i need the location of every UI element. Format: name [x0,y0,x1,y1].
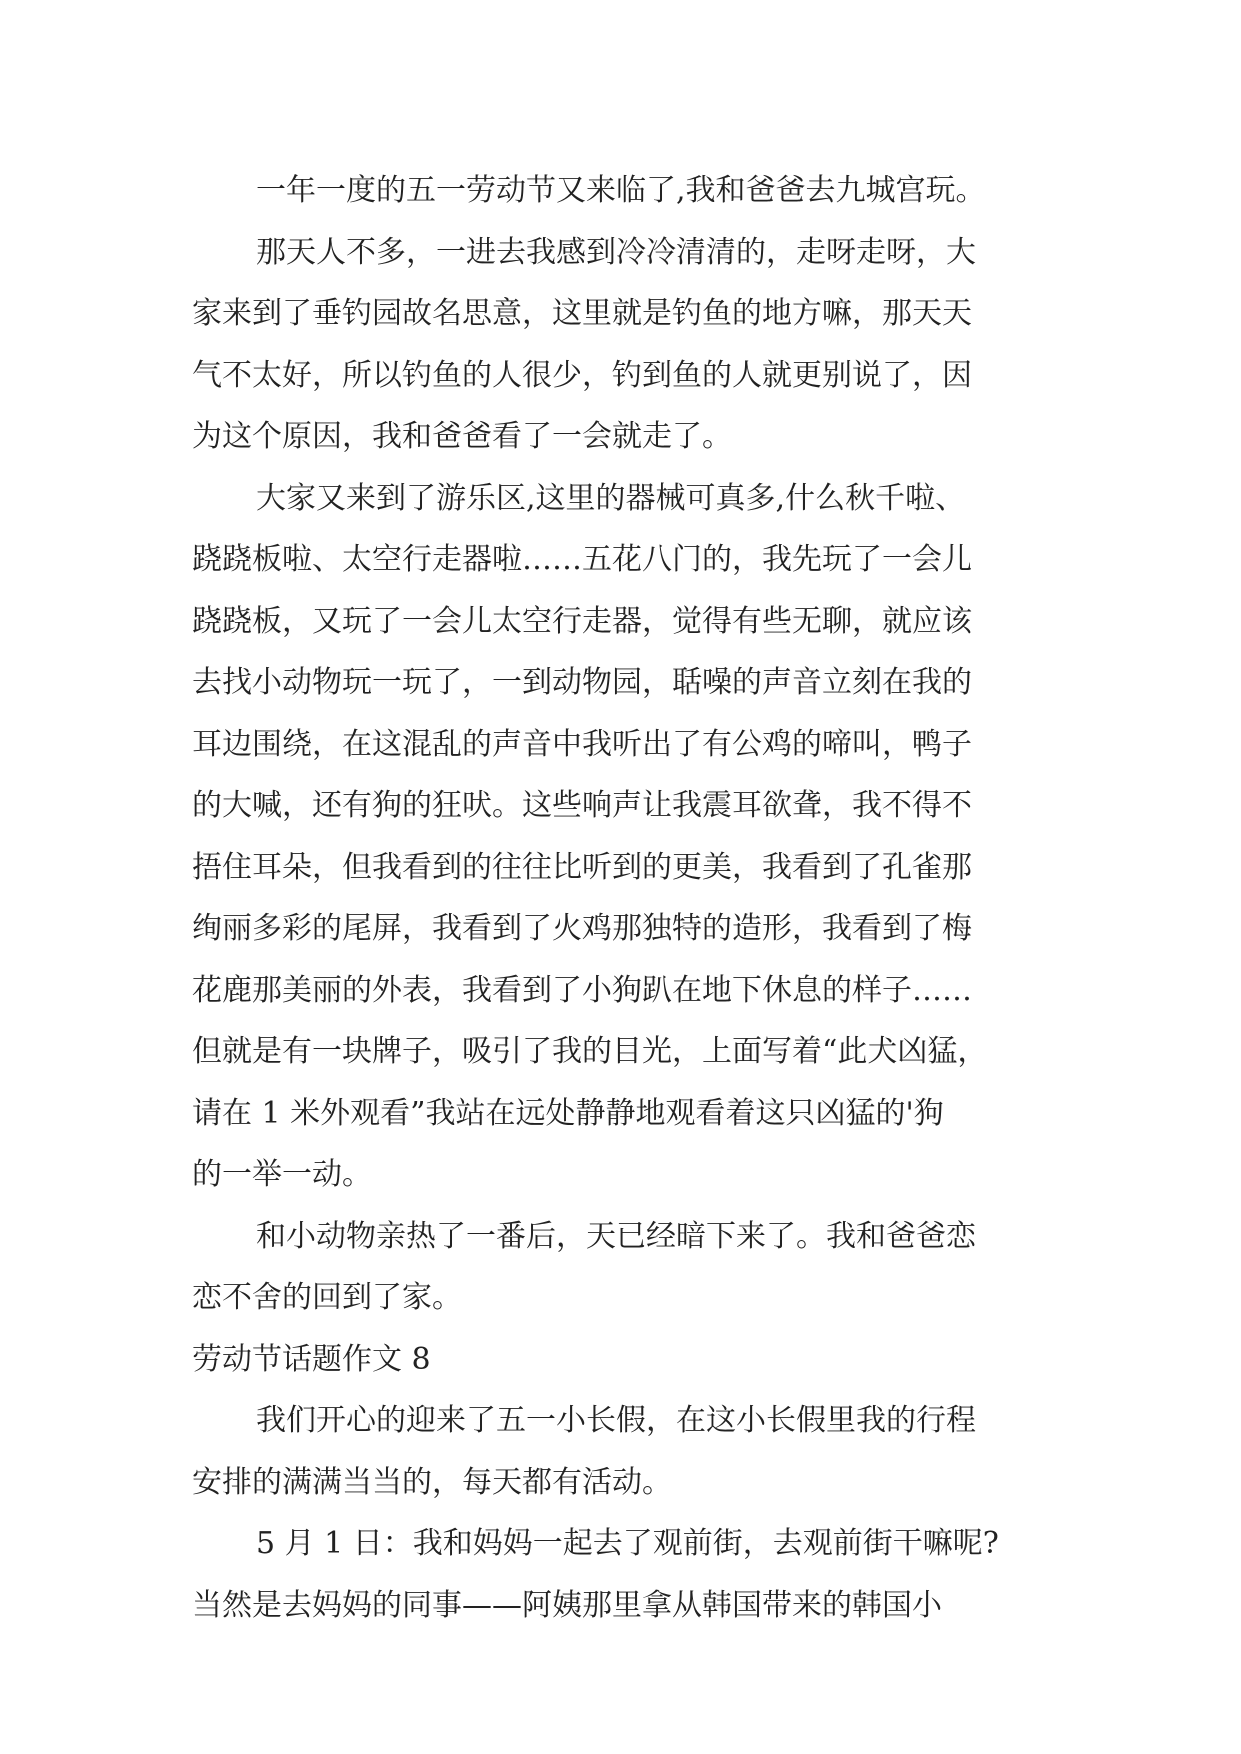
text-line: 但就是有一块牌子，吸引了我的目光，上面写着“此犬凶猛， [192,1034,988,1069]
section-heading: 劳动节话题作文 8 [192,1341,431,1377]
text-line: 跷跷板，又玩了一会儿太空行走器，觉得有些无聊，就应该 [192,603,972,639]
text-line: 安排的满满当当的，每天都有活动。 [192,1464,672,1500]
text-line: 跷跷板啦、太空行走器啦……五花八门的，我先玩了一会儿 [192,542,972,577]
text-line: 的一举一动。 [192,1157,372,1192]
text-line: 5 月 1 日：我和妈妈一起去了观前街，去观前街干嘛呢? [256,1526,999,1561]
document-body [192,160,1082,1636]
text-line: 花鹿那美丽的外表，我看到了小狗趴在地下休息的样子…… [192,972,972,1008]
text-line: 家来到了垂钓园故名思意，这里就是钓鱼的地方嘛，那天天 [192,296,972,331]
text-line: 那天人不多，一进去我感到冷冷清清的，走呀走呀，大 [256,234,976,270]
text-line: 气不太好，所以钓鱼的人很少，钓到鱼的人就更别说了，因 [192,357,972,393]
text-line: 当然是去妈妈的同事——阿姨那里拿从韩国带来的韩国小 [192,1587,942,1623]
text-line: 和小动物亲热了一番后，天已经暗下来了。我和爸爸恋 [256,1218,976,1254]
text-line: 为这个原因，我和爸爸看了一会就走了。 [192,419,732,454]
text-line: 去找小动物玩一玩了，一到动物园，聒噪的声音立刻在我的 [192,665,972,700]
text-line: 我们开心的迎来了五一小长假，在这小长假里我的行程 [256,1403,976,1438]
text-line: 请在 1 米外观看”我站在远处静静地观看着这只凶猛的'狗 [192,1095,944,1131]
text-line: 捂住耳朵，但我看到的往往比听到的更美，我看到了孔雀那 [192,849,972,885]
text-line: 耳边围绕，在这混乱的声音中我听出了有公鸡的啼叫，鸭子 [192,726,972,762]
text-line: 恋不舍的回到了家。 [192,1280,462,1315]
text-line: 大家又来到了游乐区,这里的器械可真多,什么秋千啦、 [256,480,966,516]
text-line: 绚丽多彩的尾屏，我看到了火鸡那独特的造形，我看到了梅 [192,911,972,946]
text-line: 的大喊，还有狗的狂吠。这些响声让我震耳欲聋，我不得不 [192,788,972,823]
text-line: 一年一度的五一劳动节又来临了,我和爸爸去九城宫玩。 [256,173,986,208]
